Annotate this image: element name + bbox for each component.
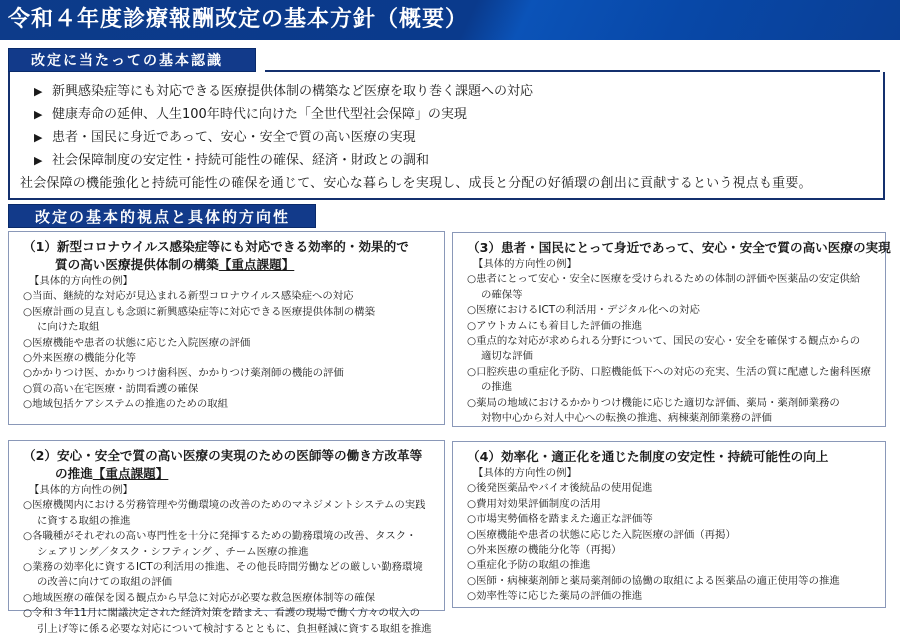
list-item: ○各職種がそれぞれの高い専門性を十分に発揮するための勤務環境の改善、タスク・ シェアリング／タスク・シフティング 、チーム医療の推進 <box>23 530 417 558</box>
list-item: ○市場実勢価格を踏まえた適正な評価等 <box>467 513 653 526</box>
card-heading: （2）安心・安全で質の高い医療の実現のための医師等の働き方改革等 の推進【重点課題】 <box>23 448 423 481</box>
viewpoint-card-2 <box>8 440 445 635</box>
list-item: ○医師・病棟薬剤師と薬局薬剤師の協働の取組による医薬品の適正使用等の推進 <box>467 574 840 587</box>
list-item: ○薬局の地域におけるかかりつけ機能に応じた適切な評価、薬局・薬剤師業務の 対物中心から対人中心への転換の推進、病棟薬剤師業務の評価 <box>467 396 840 425</box>
triangle-bullet-icon: ▶ <box>34 85 43 98</box>
recognition-item: ▶ 社会保障制度の安定性・持続可能性の確保、経済・財政との調和 <box>34 149 883 172</box>
list-item: ○費用対効果評価制度の活用 <box>467 497 601 510</box>
list-item: ○業務の効率化に資するICTの利活用の推進、その他長時間労働などの厳しい勤務環境 の改善に向けての取組の評価 <box>23 561 423 589</box>
card-heading: （3）患者・国民にとって身近であって、安心・安全で質の高い医療の実現 <box>467 240 891 255</box>
viewpoint-card-1 <box>8 231 445 425</box>
list-item: ○重点的な対応が求められる分野について、国民の安心・安全を確保する観点からの 適切な評価 <box>467 335 861 363</box>
viewpoint-card-4 <box>452 441 886 608</box>
list-item: ○医療機能や患者の状態に応じた入院医療の評価 <box>23 336 251 349</box>
recognition-item: ▶ 新興感染症等にも対応できる医療提供体制の構築など医療を取り巻く課題への対応 <box>34 80 883 103</box>
recognition-item: ▶ 健康寿命の延伸、人生100年時代に向けた「全世代型社会保障」の実現 <box>34 103 883 126</box>
card-heading: （4）効率化・適正化を通じた制度の安定性・持続可能性の向上 <box>467 449 829 464</box>
recognition-summary: 社会保障の機能強化と持続可能性の確保を通じて、安心な暮らしを実現し、成長と分配の好循環の創出に貢献するという視点も重要。 <box>20 176 812 191</box>
list-item: ○アウトカムにも着目した評価の推進 <box>467 319 643 332</box>
list-item: ○地域包括ケアシステムの推進のための取組 <box>23 398 229 411</box>
recognition-item: ▶ 患者・国民に身近であって、安心・安全で質の高い医療の実現 <box>34 126 883 149</box>
page-title: 令和４年度診療報酬改定の基本方針（概要） <box>0 0 900 40</box>
list-item: ○医療におけるICTの利活用・デジタル化への対応 <box>467 304 700 317</box>
priority-tag: 【重点課題】 <box>218 257 295 272</box>
triangle-bullet-icon: ▶ <box>34 108 43 121</box>
triangle-bullet-icon: ▶ <box>34 131 43 144</box>
list-item: ○質の高い在宅医療・訪問看護の確保 <box>23 382 199 395</box>
triangle-bullet-icon: ▶ <box>34 154 43 167</box>
card-heading: （1）新型コロナウイルス感染症等にも対応できる効率的・効果的で 質の高い医療提供体制の構築【重点課題】 <box>23 239 409 272</box>
example-label: 【具体的方向性の例】 <box>29 275 133 287</box>
list-item: ○外来医療の機能分化等 <box>23 352 136 365</box>
list-item: ○令和３年11月に閣議決定された経済対策を踏まえ、看護の現場で働く方々の収入の 引上げ等に係る必要な対応について検討するとともに、負担軽減に資する取組を推進 <box>23 607 432 635</box>
priority-tag: 【重点課題】 <box>92 466 169 481</box>
list-item: ○医療機関内における労務管理や労働環境の改善のためのマネジメントシステムの実践 に資する取組の推進 <box>23 499 426 527</box>
list-item: ○重症化予防の取組の推進 <box>467 559 591 572</box>
list-item: ○地域医療の確保を図る観点から早急に対応が必要な救急医療体制等の確保 <box>23 591 375 604</box>
list-item: ○外来医療の機能分化等（再掲） <box>467 544 622 557</box>
viewpoint-card-3 <box>452 232 891 427</box>
section-heading-basic-recognition: 改定に当たっての基本認識 <box>8 48 256 72</box>
list-item: ○かかりつけ医、かかりつけ歯科医、かかりつけ薬剤師の機能の評価 <box>23 367 344 380</box>
list-item: ○後発医薬品やバイオ後続品の使用促進 <box>467 482 653 495</box>
example-label: 【具体的方向性の例】 <box>473 258 577 270</box>
basic-recognition-box <box>8 72 885 200</box>
section-heading-viewpoints: 改定の基本的視点と具体的方向性 <box>8 204 316 228</box>
list-item: ○口腔疾患の重症化予防、口腔機能低下への対応の充実、生活の質に配慮した歯科医療 の推進 <box>467 365 871 394</box>
list-item: ○医療機能や患者の状態に応じた入院医療の評価（再掲） <box>467 528 736 541</box>
example-label: 【具体的方向性の例】 <box>473 467 577 479</box>
list-item: ○医療計画の見直しも念頭に新興感染症等に対応できる医療提供体制の構築 に向けた取組 <box>23 305 375 334</box>
list-item: ○当面、継続的な対応が見込まれる新型コロナウイルス感染症への対応 <box>23 290 354 303</box>
example-label: 【具体的方向性の例】 <box>29 484 133 496</box>
list-item: ○患者にとって安心・安全に医療を受けられるための体制の評価や医薬品の安定供給 の確保等 <box>467 273 861 301</box>
list-item: ○効率性等に応じた薬局の評価の推進 <box>467 590 643 603</box>
